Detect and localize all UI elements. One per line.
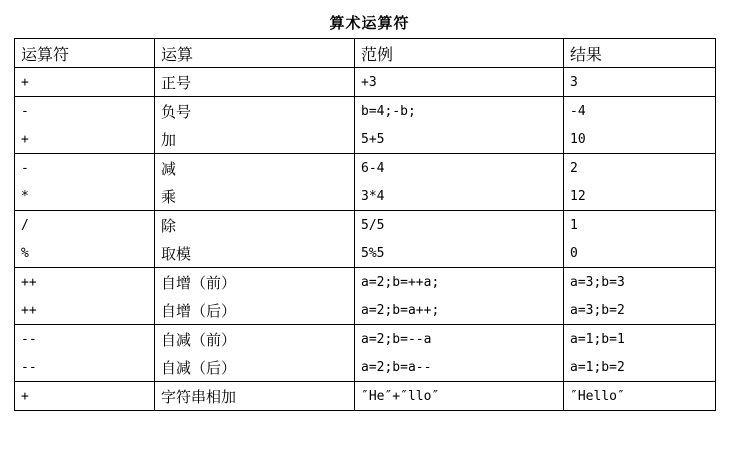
- operator-cell: +: [15, 382, 155, 411]
- result-cell: -4: [564, 97, 716, 126]
- operation-cell: 减: [155, 154, 355, 183]
- example-cell: 5/5: [355, 211, 564, 240]
- table-row: [15, 382, 716, 411]
- example-cell: 3*4: [355, 182, 564, 211]
- header-row: [15, 39, 716, 68]
- result-cell: 3: [564, 68, 716, 97]
- table-row: [15, 268, 716, 297]
- operator-cell: -: [15, 97, 155, 126]
- table-row: [15, 125, 716, 154]
- operation-cell: 取模: [155, 239, 355, 268]
- result-cell: a=3;b=2: [564, 296, 716, 325]
- operator-cell: %: [15, 239, 155, 268]
- table-title: 算术运算符: [329, 14, 410, 32]
- table-row: [15, 97, 716, 126]
- operation-cell: 自减（前）: [155, 325, 355, 354]
- operation-cell: 字符串相加: [155, 382, 355, 411]
- example-cell: a=2;b=a++;: [355, 296, 564, 325]
- operation-cell: 自增（后）: [155, 296, 355, 325]
- example-cell: 5%5: [355, 239, 564, 268]
- example-cell: b=4;-b;: [355, 97, 564, 126]
- example-cell: a=2;b=++a;: [355, 268, 564, 297]
- table-row: [15, 211, 716, 240]
- example-cell: a=2;b=--a: [355, 325, 564, 354]
- header-result: 结果: [564, 39, 716, 68]
- operator-cell: ++: [15, 268, 155, 297]
- operator-cell: *: [15, 182, 155, 211]
- result-cell: a=3;b=3: [564, 268, 716, 297]
- header-example: 范例: [355, 39, 564, 68]
- example-cell: 5+5: [355, 125, 564, 154]
- operator-cell: /: [15, 211, 155, 240]
- operator-cell: +: [15, 68, 155, 97]
- operation-cell: 自增（前）: [155, 268, 355, 297]
- arithmetic-operators-table: [14, 38, 716, 411]
- result-cell: ″Hello″: [564, 382, 716, 411]
- result-cell: 12: [564, 182, 716, 211]
- example-cell: +3: [355, 68, 564, 97]
- table-row: [15, 239, 716, 268]
- header-operation: 运算: [155, 39, 355, 68]
- operation-cell: 除: [155, 211, 355, 240]
- table-row: [15, 296, 716, 325]
- table-row: [15, 353, 716, 382]
- operator-cell: --: [15, 353, 155, 382]
- operation-cell: 自减（后）: [155, 353, 355, 382]
- table-row: [15, 68, 716, 97]
- operator-cell: +: [15, 125, 155, 154]
- operation-cell: 正号: [155, 68, 355, 97]
- example-cell: a=2;b=a--: [355, 353, 564, 382]
- result-cell: 2: [564, 154, 716, 183]
- operator-cell: ++: [15, 296, 155, 325]
- example-cell: 6-4: [355, 154, 564, 183]
- table-row: [15, 325, 716, 354]
- header-operator: 运算符: [15, 39, 155, 68]
- operator-cell: -: [15, 154, 155, 183]
- operation-cell: 负号: [155, 97, 355, 126]
- operation-cell: 乘: [155, 182, 355, 211]
- result-cell: a=1;b=2: [564, 353, 716, 382]
- result-cell: 0: [564, 239, 716, 268]
- result-cell: 1: [564, 211, 716, 240]
- example-cell: ″He″+″llo″: [355, 382, 564, 411]
- operation-cell: 加: [155, 125, 355, 154]
- table-row: [15, 154, 716, 183]
- operator-cell: --: [15, 325, 155, 354]
- result-cell: a=1;b=1: [564, 325, 716, 354]
- table-row: [15, 182, 716, 211]
- result-cell: 10: [564, 125, 716, 154]
